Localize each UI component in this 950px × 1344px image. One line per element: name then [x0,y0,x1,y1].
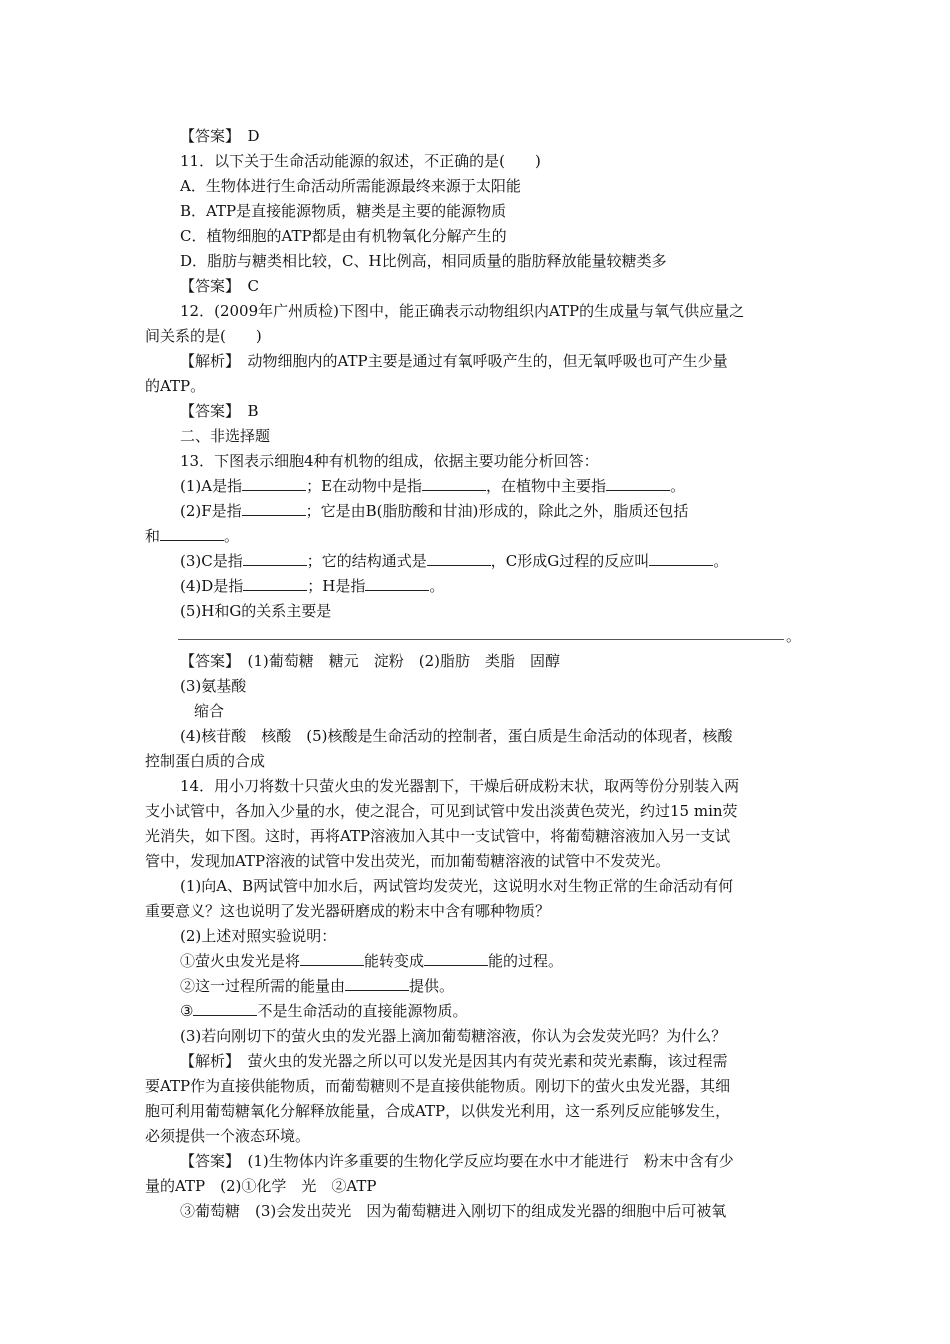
question-14-sub-2: ②这一过程所需的能量由 提供。 [180,977,455,995]
analysis-line-cont: 的ATP。 [145,377,206,395]
answer-blank [365,575,429,591]
question-13-part-5: (5)H和G的关系主要是 [180,602,332,620]
question-14-part-1-cont: 重要意义？这也说明了发光器研磨成的粉末中含有哪种物质？ [145,902,551,920]
answer-line: 【答案】 C [180,277,259,295]
question-13-part-4: (4)D是指 ；H是指 。 [180,577,445,595]
analysis-line-cont: 要ATP作为直接供能物质，而葡萄糖则不是直接供能物质。刚切下的萤火虫发光器，其细 [145,1077,731,1095]
question-13-part-2: (2)F是指 ；它是由B(脂肪酸和甘油)形成的，除此之外，脂质还包括 [180,502,689,520]
answer-line-cont: 量的ATP (2)①化学 光 ②ATP [145,1177,377,1195]
answer-blank [243,550,307,566]
question-14-part-3: (3)若向刚切下的萤火虫的发光器上滴加葡萄糖溶液，你认为会发荧光吗？为什么？ [180,1027,727,1045]
answer-line-cont: 缩合 [194,702,225,720]
question-13-part-2-cont: 和 。 [145,527,240,545]
answer-blank [649,550,713,566]
answer-blank-long [178,639,784,640]
question-14-stem-cont: 管中，发现加ATP溶液的试管中发出荧光，而加葡萄糖溶液的试管中不发荧光。 [145,852,671,870]
question-14-stem-cont: 支小试管中，各加入少量的水，使之混合，可见到试管中发出淡黄色荧光，约过15 min荧 [145,802,738,820]
answer-blank [606,475,670,491]
answer-line: 【答案】 B [180,402,259,420]
analysis-line-cont: 必须提供一个液态环境。 [145,1127,311,1145]
answer-blank [422,475,486,491]
answer-line: 【答案】 D [180,127,260,145]
answer-blank [242,500,306,516]
answer-blank [193,1000,257,1016]
question-14-stem-cont: 光消失，如下图。这时，再将ATP溶液加入其中一支试管中，将葡萄糖溶液加入另一支试 [145,827,731,845]
question-11-stem: 11．以下关于生命活动能源的叙述，不正确的是( ) [180,152,541,170]
question-14-part-1: (1)向A、B两试管中加水后，两试管均发荧光，这说明水对生物正常的生命活动有何 [180,877,734,895]
question-13-part-3: (3)C是指 ；它的结构通式是 ，C形成G过程的反应叫 。 [180,552,729,570]
answer-line-cont: (4)核苷酸 核酸 (5)核酸是生命活动的控制者，蛋白质是生命活动的体现者，核酸 [180,727,733,745]
answer-blank [345,975,409,991]
section-heading: 二、非选择题 [180,427,271,445]
answer-blank [300,950,364,966]
analysis-line: 【解析】 萤火虫的发光器之所以可以发光是因其内有荧光素和荧光素酶，该过程需 [180,1052,728,1070]
question-13-part-1: (1)A是指 ；E在动物中是指 ，在植物中主要指 。 [180,477,686,495]
option-a: A．生物体进行生命活动所需能源最终来源于太阳能 [180,177,521,195]
question-14-stem: 14．用小刀将数十只萤火虫的发光器割下，干燥后研成粉末状，取两等份分别装入两 [180,777,740,795]
answer-blank [242,475,306,491]
answer-blank [243,575,307,591]
answer-blank [160,525,224,541]
answer-line: 【答案】 (1)生物体内许多重要的生物化学反应均要在水中才能进行 粉末中含有少 [180,1152,734,1170]
question-12-stem: 12．(2009年广州质检)下图中，能正确表示动物组织内ATP的生成量与氧气供应量之 [180,302,745,320]
question-14-sub-1: ①萤火虫发光是将 能转变成 能的过程。 [180,952,564,970]
answer-line-cont: 控制蛋白质的合成 [145,752,266,770]
question-14-sub-3: ③ 不是生命活动的直接能源物质。 [180,1002,468,1020]
answer-blank [424,950,488,966]
question-13-stem: 13．下图表示细胞4种有机物的组成，依据主要功能分析回答： [180,452,599,470]
question-14-part-2: (2)上述对照实验说明： [180,927,337,945]
punctuation: 。 [786,627,802,645]
answer-blank [427,550,491,566]
analysis-line-cont: 胞可利用葡萄糖氧化分解释放能量，合成ATP，以供发光利用，这一系列反应能够发生， [145,1102,731,1120]
option-c: C．植物细胞的ATP都是由有机物氧化分解产生的 [180,227,507,245]
answer-line-cont: (3)氨基酸 [180,677,247,695]
answer-line-cont: ③葡萄糖 (3)会发出荧光 因为葡萄糖进入刚切下的组成发光器的细胞中后可被氧 [180,1202,727,1220]
option-d: D．脂肪与糖类相比较，C、H比例高，相同质量的脂肪释放能量较糖类多 [180,252,667,270]
answer-line: 【答案】 (1)葡萄糖 糖元 淀粉 (2)脂肪 类脂 固醇 [180,652,560,670]
analysis-line: 【解析】 动物细胞内的ATP主要是通过有氧呼吸产生的，但无氧呼吸也可产生少量 [180,352,728,370]
option-b: B．ATP是直接能源物质，糖类是主要的能源物质 [180,202,507,220]
question-12-stem-cont: 间关系的是( ) [145,327,262,345]
